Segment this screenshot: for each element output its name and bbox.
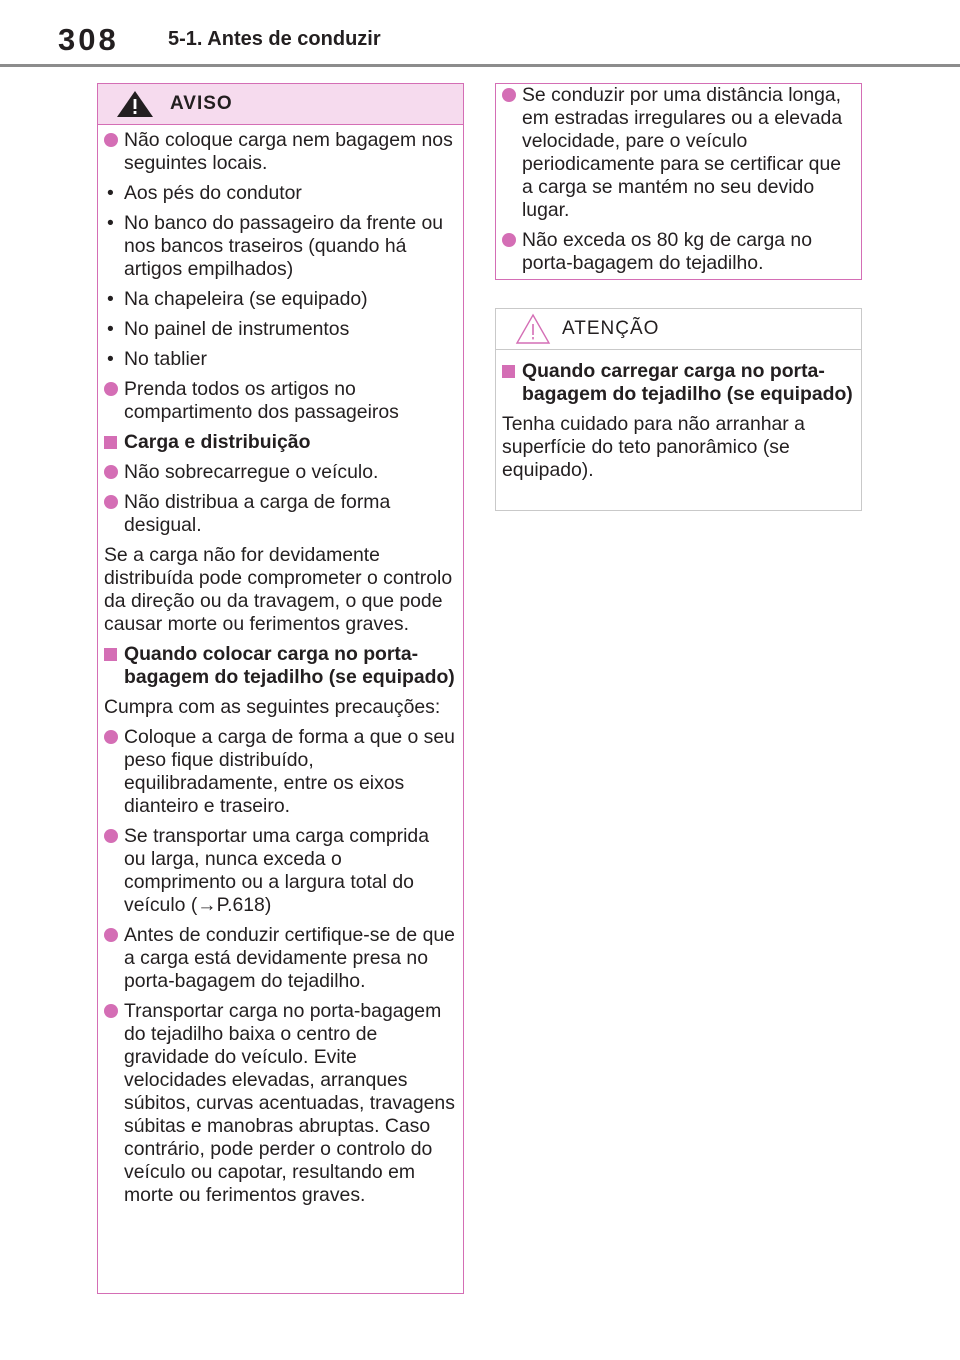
dot-bullet: •: [107, 212, 114, 234]
atencao-body: Tenha cuidado para não arranhar a superfície do teto panorâmico (se equipado).: [502, 413, 805, 481]
circle-bullet: [104, 829, 118, 843]
bullet-item: [104, 726, 455, 818]
bullet-text: Não coloque carga nem bagagem nos seguintes locais.: [124, 129, 453, 174]
circle-bullet: [104, 730, 118, 744]
bullet-text: Se conduzir por uma distância longa, em estradas irregulares ou a elevada velocidade, pare o veículo periodicamente para se certificar que a carga se mantém no seu devido lugar.: [522, 84, 843, 221]
bullet-item: [104, 491, 455, 537]
circle-bullet: [104, 928, 118, 942]
bullet-text: Coloque a carga de forma a que o seu peso fique distribuído, equilibradamente, entre os eixos dianteiro e traseiro.: [124, 726, 455, 817]
atencao-box: [495, 308, 862, 511]
subheading-text: Quando colocar carga no porta-bagagem do tejadilho (se equipado): [124, 643, 455, 688]
circle-bullet: [104, 465, 118, 479]
circle-bullet: [502, 88, 516, 102]
page-number: 308: [58, 22, 119, 57]
square-bullet: [502, 365, 515, 378]
subheading-item: [104, 643, 455, 689]
circle-bullet: [104, 382, 118, 396]
header-divider: [0, 64, 960, 67]
dot-bullet: •: [107, 348, 114, 370]
sub-bullet-text: No banco do passageiro da frente ou nos bancos traseiros (quando há artigos empilhados): [124, 212, 444, 280]
bullet-item: [104, 378, 455, 424]
bullet-item: [104, 129, 455, 175]
warning-icon: [115, 89, 155, 119]
bullet-text: Transportar carga no porta-bagagem do tejadilho baixa o centro de gravidade do veículo. Evite velocidades elevadas, arranques súbitos, curvas acentuadas, travagens súbitas e manobras abruptas. Caso contrário, pode perder o controlo do veículo ou capotar, resultando em morte ou ferimentos graves.: [124, 1000, 455, 1206]
page-header: [0, 0, 960, 70]
bullet-text: Não exceda os 80 kg de carga no porta-bagagem do tejadilho.: [522, 229, 812, 274]
dot-bullet: •: [107, 182, 114, 204]
sub-bullet-text: Aos pés do condutor: [124, 182, 302, 204]
dot-bullet: •: [107, 318, 114, 340]
dot-bullet: •: [107, 288, 114, 310]
circle-bullet: [104, 495, 118, 509]
paragraph: [104, 544, 455, 636]
bullet-item: [104, 461, 455, 484]
atencao-header: [496, 309, 861, 350]
sub-bullet-item: [104, 212, 455, 281]
sub-bullet-item: [104, 318, 455, 341]
sub-bullet-item: [104, 288, 455, 311]
paragraph: [104, 696, 455, 719]
sub-bullet-text: Na chapeleira (se equipado): [124, 288, 368, 310]
bullet-item: [104, 1000, 455, 1207]
atencao-content: [496, 350, 861, 482]
aviso-header: [98, 84, 463, 125]
bullet-text: Não sobrecarregue o veículo.: [124, 461, 379, 483]
aviso-box-left: [97, 83, 464, 1294]
subheading-item: [104, 431, 455, 454]
aviso-content-right: [496, 84, 861, 275]
aviso-content-left: [98, 125, 463, 1207]
circle-bullet: [104, 133, 118, 147]
paragraph-text: Cumpra com as seguintes precauções:: [104, 696, 441, 718]
sub-bullet-item: [104, 182, 455, 205]
subheading-text: Carga e distribuição: [124, 431, 311, 453]
atencao-title: ATENÇÃO: [562, 318, 660, 339]
sub-bullet-text: No painel de instrumentos: [124, 318, 350, 340]
sub-bullet-item: [104, 348, 455, 371]
bullet-text: Antes de conduzir certifique-se de que a carga está devidamente presa no porta-bagagem do tejadilho.: [124, 924, 455, 992]
bullet-text: Prenda todos os artigos no compartimento dos passageiros: [124, 378, 399, 423]
bullet-text: Não distribua a carga de forma desigual.: [124, 491, 391, 536]
bullet-item: [502, 84, 853, 222]
paragraph-text: Se a carga não for devidamente distribuída pode comprometer o controlo da direção ou da travagem, o que pode causar morte ou ferimentos graves.: [104, 544, 453, 635]
bullet-item: [502, 229, 853, 275]
bullet-item: [104, 924, 455, 993]
atencao-heading: Quando carregar carga no porta-bagagem do tejadilho (se equipado): [522, 360, 853, 405]
sub-bullet-text: No tablier: [124, 348, 207, 370]
square-bullet: [104, 436, 117, 449]
square-bullet: [104, 648, 117, 661]
section-title: 5-1. Antes de conduzir: [168, 28, 381, 50]
bullet-item: [104, 825, 455, 917]
aviso-title: AVISO: [170, 93, 233, 114]
aviso-box-right: [495, 83, 862, 280]
circle-bullet: [104, 1004, 118, 1018]
bullet-text: Se transportar uma carga comprida ou larga, nunca exceda o comprimento ou a largura total do veículo (→P.618): [124, 825, 430, 916]
caution-icon: [515, 313, 551, 345]
atencao-heading-item: [502, 360, 853, 406]
circle-bullet: [502, 233, 516, 247]
